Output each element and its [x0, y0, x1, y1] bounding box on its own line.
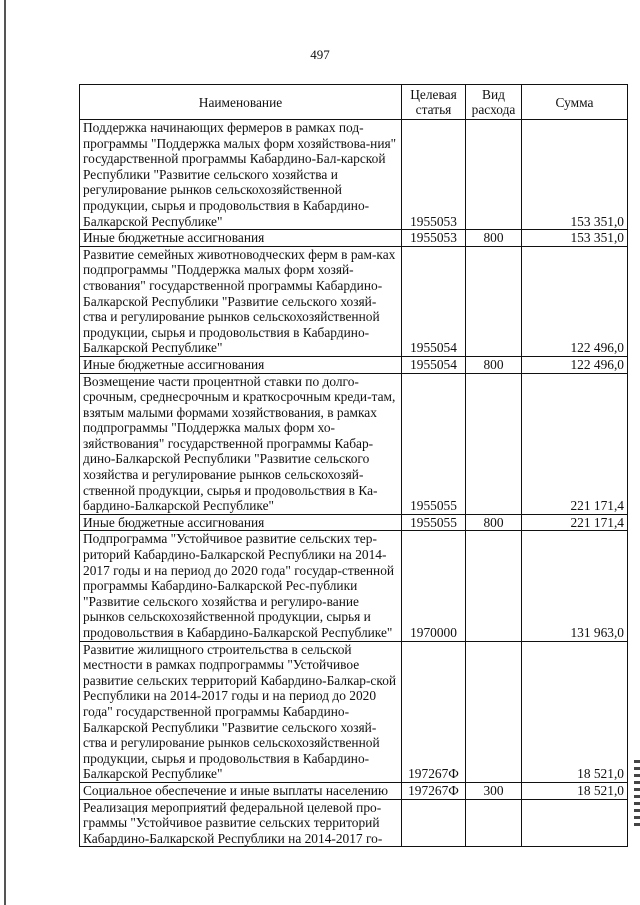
scan-edge-line: [4, 0, 6, 905]
row-name: Иные бюджетные ассигнования: [80, 356, 402, 373]
row-name: Социальное обеспечение и иные выплаты населению: [80, 782, 402, 799]
row-name: Реализация мероприятий федеральной целевой про-граммы "Устойчивое развитие сельских территорий Кабардино-Балкарской Республики на 2014-2017 го-: [80, 799, 402, 847]
row-code: 1955054: [402, 356, 466, 373]
row-type: [466, 373, 522, 514]
row-type: 300: [466, 782, 522, 799]
row-name: Развитие жилищного строительства в сельской местности в рамках подпрограммы "Устойчивое развитие сельских территорий Кабардино-Балкар-ской Республики на 2014-2017 годы и на период до 2020 года" государственной программы Кабардино-Балкарской Республики "Развитие сельского хозяй-ства и регулирование рынков сельскохозяйственной продукции, сырья и продовольствия в Кабардино-Балкарской Республике": [80, 641, 402, 782]
row-name: Иные бюджетные ассигнования: [80, 230, 402, 247]
row-code: 1955054: [402, 246, 466, 356]
row-sum: [522, 799, 628, 847]
row-sum: 18 521,0: [522, 782, 628, 799]
scan-edge-marks: [634, 760, 640, 830]
table-row: [80, 356, 628, 373]
row-type: 800: [466, 356, 522, 373]
table-row: [80, 230, 628, 247]
table-row: [80, 120, 628, 230]
row-code: [402, 799, 466, 847]
row-sum: 153 351,0: [522, 120, 628, 230]
table-row: [80, 531, 628, 641]
header-sum: Сумма: [522, 85, 628, 120]
row-sum: 18 521,0: [522, 641, 628, 782]
row-type: [466, 246, 522, 356]
row-sum: 221 171,4: [522, 514, 628, 531]
row-type: [466, 120, 522, 230]
row-name: Поддержка начинающих фермеров в рамках под-программы "Поддержка малых форм хозяйствова-ния" государственной программы Кабардино-Бал-карской Республики "Развитие сельского хозяйства и регулирование рынков сельскохозяйственной продукции, сырья и продовольствия в Кабардино-Балкарской Республике": [80, 120, 402, 230]
table-row: [80, 641, 628, 782]
row-code: 1955055: [402, 373, 466, 514]
row-sum: 153 351,0: [522, 230, 628, 247]
row-sum: 131 963,0: [522, 531, 628, 641]
row-type: [466, 531, 522, 641]
row-sum: 122 496,0: [522, 356, 628, 373]
row-code: 1955055: [402, 514, 466, 531]
row-code: 197267Ф: [402, 641, 466, 782]
row-code: 1955053: [402, 230, 466, 247]
row-type: 800: [466, 514, 522, 531]
table-row: [80, 514, 628, 531]
row-sum: 122 496,0: [522, 246, 628, 356]
row-sum: 221 171,4: [522, 373, 628, 514]
row-name: Развитие семейных животноводческих ферм в рам-ках подпрограммы "Поддержка малых форм хозяй-ствования" государственной программы Кабардино-Балкарской Республики "Развитие сельского хозяй-ства и регулирование рынков сельскохозяйственной продукции, сырья и продовольствия в Кабардино-Балкарской Республике": [80, 246, 402, 356]
row-name: Возмещение части процентной ставки по долго-срочным, среднесрочным и краткосрочным креди-там, взятым малыми формами хозяйствования, в рамках подпрограммы "Поддержка малых форм хо-зяйствования" государственной программы Кабар-дино-Балкарской Республики "Развитие сельского хозяйства и регулирование рынков сельскохозяй-ственной продукции, сырья и продовольствия в Ка-бардино-Балкарской Республике": [80, 373, 402, 514]
row-type: [466, 641, 522, 782]
row-type: 800: [466, 230, 522, 247]
header-name: Наименование: [80, 85, 402, 120]
row-name: Подпрограмма "Устойчивое развитие сельских тер-риторий Кабардино-Балкарской Республики на 2014-2017 годы и на период до 2020 года" государ-ственной программы Кабардино-Балкарской Рес-публики "Развитие сельского хозяйства и регулиро-вание рынков сельскохозяйственной продукции, сырья и продовольствия в Кабардино-Балкарской Республике": [80, 531, 402, 641]
row-code: 1970000: [402, 531, 466, 641]
header-code: Целевая статья: [402, 85, 466, 120]
page-number: 497: [310, 47, 330, 62]
budget-table: [79, 84, 628, 847]
row-code: 1955053: [402, 120, 466, 230]
row-code: 197267Ф: [402, 782, 466, 799]
table-row: [80, 373, 628, 514]
table-row: [80, 782, 628, 799]
table-row: [80, 799, 628, 847]
row-type: [466, 799, 522, 847]
header-type: Вид расхода: [466, 85, 522, 120]
table-row: [80, 246, 628, 356]
row-name: Иные бюджетные ассигнования: [80, 514, 402, 531]
table-header-row: [80, 85, 628, 120]
